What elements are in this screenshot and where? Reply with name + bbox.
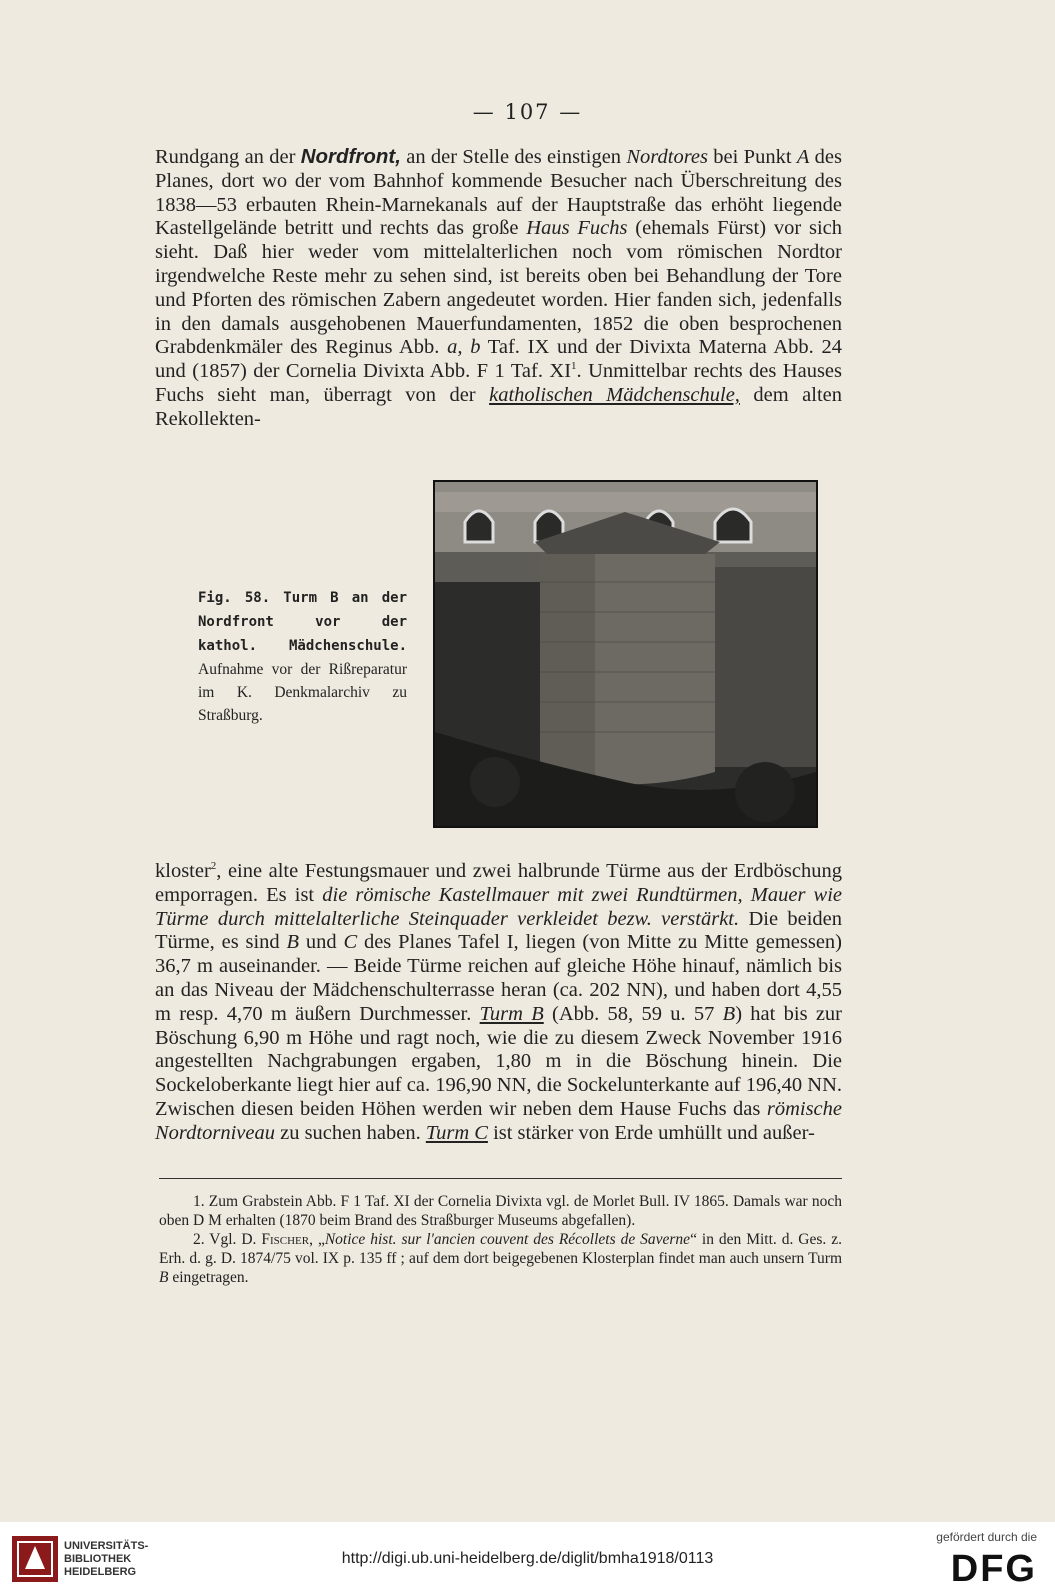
- figure-caption: [198, 586, 407, 727]
- figure-label: Fig. 58. Turm B an der Nordfront vor der kathol. Mädchenschule.: [198, 590, 407, 654]
- funding-note: gefördert durch die: [936, 1530, 1037, 1544]
- tower-photo-illustration: [435, 482, 816, 826]
- footnotes: [159, 1192, 842, 1287]
- figure-caption-text: Aufnahme vor der Rißreparatur im K. Denkmalarchiv zu Straßburg.: [198, 661, 407, 724]
- dfg-logo: DFG: [950, 1548, 1037, 1590]
- library-name: UNIVERSITÄTS- BIBLIOTHEK HEIDELBERG: [64, 1540, 149, 1578]
- footnote-rule: [159, 1178, 842, 1179]
- paragraph-2: kloster$^2$, eine alte Festungsmauer und zwei halbrunde Türme aus der Erdböschung emporragen. Es ist die römische Kastellmauer mit zwei Rundtürmen, Mauer wie Türme durch mittelalterliche Steinquader verkleidet bezw. verstärkt. Die beiden Türme, es sind B und C des Planes Tafel I, liegen (von Mitte zu Mitte gemessen) 36,7 m auseinander. — Beide Türme reichen auf gleiche Höhe hinauf, nämlich bis an das Niveau der Mädchenschulterrasse heran (ca. 202 NN), und haben dort 4,55 m resp. 4,70 m äußern Durchmesser. Turm B (Abb. 58, 59 u. 57 B) hat bis zur Böschung 6,90 m Höhe und ragt noch, wie die zu diesem Zweck November 1916 angestellten Nachgrabungen ergaben, 1,80 m in die Böschung hinein. Die Sockeloberkante liegt hier auf ca. 196,90 NN, die Sockelunterkante auf 196,40 NN. Zwischen diesen beiden Höhen werden wir neben dem Hause Fuchs das römische Nordtorniveau zu suchen haben. Turm C ist stärker von Erde umhüllt und außer-: [155, 860, 843, 1144]
- page-number: — 107 —: [472, 100, 583, 124]
- page-url[interactable]: http://digi.ub.uni-heidelberg.de/diglit/bmha1918/0113: [341, 1550, 714, 1567]
- paragraph-1: Rundgang an der Nordfront, an der Stelle des einstigen Nordtores bei Punkt A des Planes, dort wo der vom Bahnhof kommende Besucher nach Überschreitung des 1838—53 erbauten Rhein-Marnekanals auf der Hauptstraße das erhöht liegende Kastellgelände betritt und rechts das große Haus Fuchs (ehemals Fürst) vor sich sieht. Daß hier weder vom mittelalterlichen noch vom römischen Nordtor irgendwelche Reste mehr zu sehen sind, ist bereits oben bei Behandlung der Tore und Pforten des römischen Zabern angedeutet worden. Hier fanden sich, jedenfalls in den damals ausgehobenen Mauerfundamenten, 1852 die oben besprochenen Grabdenkmäler des Reginus Abb. a, b Taf. IX und der Divixta Materna Abb. 24 und (1857) der Cornelia Divixta Abb. F 1 Taf. $XI^1$. Unmittelbar rechts des Hauses Fuchs sieht man, überragt von der katholischen Mädchenschule, dem alten Rekollekten-: [155, 145, 842, 430]
- viewer-footer: [0, 1522, 1055, 1596]
- figure-58-photo: [433, 480, 818, 828]
- footnote-2: 2. Vgl. D. Fischer, „Notice hist. sur l'ancien couvent des Récollets de Saverne“ in den Mitt. d. Ges. z. Erh. d. g. D. 1874/75 vol. IX p. 135 ff ; auf dem dort beigegebenen Klosterplan findet man auch unsern Turm B eingetragen.: [159, 1231, 842, 1286]
- footnote-1: 1. Zum Grabstein Abb. F 1 Taf. XI der Cornelia Divixta vgl. de Morlet Bull. IV 1865. Damals war noch oben D M erhalten (1870 beim Brand des Straßburger Museums abgefallen).: [159, 1193, 842, 1229]
